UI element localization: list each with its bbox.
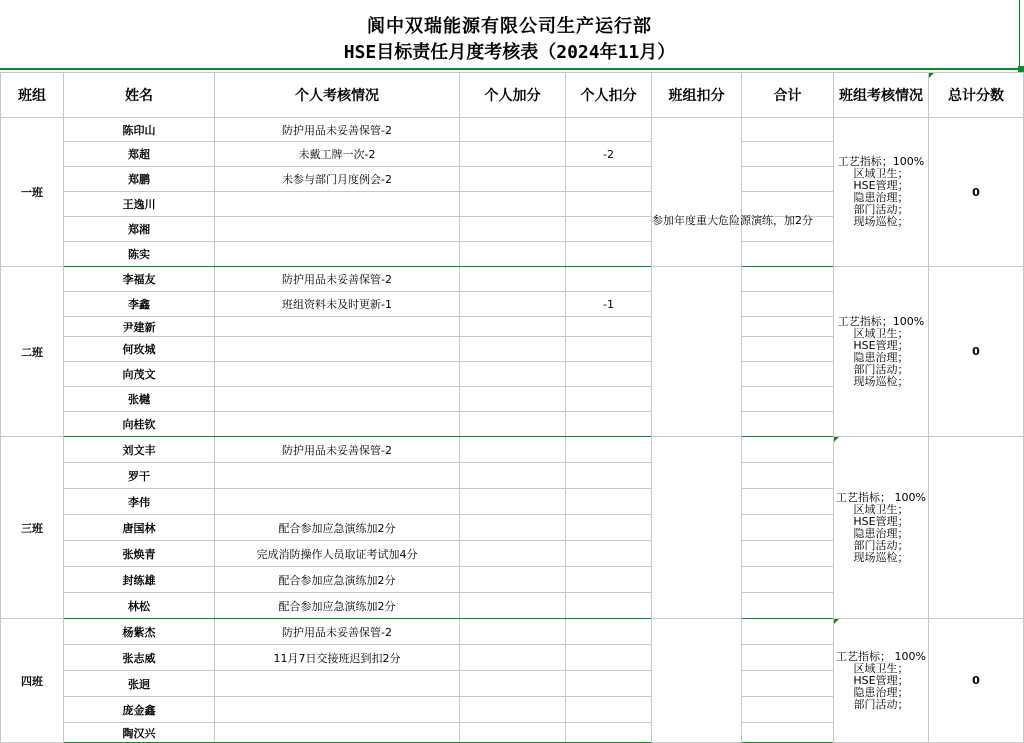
sum-cell[interactable] (742, 593, 834, 619)
personal-add-cell[interactable] (460, 541, 566, 567)
member-name-cell[interactable]: 封练雄 (64, 567, 215, 593)
assessment-line: 隐患治理； (853, 191, 909, 204)
member-name-cell[interactable]: 郑超 (64, 142, 215, 167)
member-name-cell[interactable]: 何玫城 (64, 337, 215, 362)
member-name-cell[interactable]: 罗干 (64, 463, 215, 489)
member-name-cell[interactable]: 李鑫 (64, 292, 215, 317)
sum-cell[interactable] (742, 192, 834, 217)
personal-add-cell[interactable] (460, 515, 566, 541)
sum-cell[interactable] (742, 619, 834, 645)
personal-deduct-cell[interactable] (566, 619, 652, 645)
col-header-team-deduct[interactable]: 班组扣分 (652, 73, 742, 118)
personal-note-cell[interactable] (215, 489, 460, 515)
member-name-cell[interactable]: 庞金鑫 (64, 697, 215, 723)
sum-cell[interactable] (742, 437, 834, 463)
personal-add-cell[interactable] (460, 337, 566, 362)
personal-add-cell[interactable] (460, 242, 566, 267)
col-header-total[interactable]: 总计分数 (929, 73, 1024, 118)
sum-cell[interactable] (742, 697, 834, 723)
personal-note-cell[interactable]: 配合参加应急演练加2分 (215, 567, 460, 593)
personal-deduct-cell[interactable] (566, 362, 652, 387)
member-name-cell[interactable]: 王逸川 (64, 192, 215, 217)
table-row (1, 619, 1024, 645)
member-name-cell[interactable]: 杨紫杰 (64, 619, 215, 645)
personal-add-cell[interactable] (460, 697, 566, 723)
sum-cell[interactable] (742, 567, 834, 593)
member-name-cell[interactable]: 郑湘 (64, 217, 215, 242)
assessment-line: 区域卫生； (853, 661, 909, 675)
personal-add-cell[interactable] (460, 619, 566, 645)
personal-deduct-cell[interactable] (566, 337, 652, 362)
col-header-personal-deduct[interactable]: 个人扣分 (566, 73, 652, 118)
personal-note-cell[interactable]: 防护用品未妥善保管-2 (215, 619, 460, 645)
personal-note-cell[interactable] (215, 463, 460, 489)
sum-cell[interactable] (742, 387, 834, 412)
personal-note-cell[interactable] (215, 697, 460, 723)
sum-cell[interactable] (742, 337, 834, 362)
assessment-line: 部门活动； (853, 203, 909, 216)
assessment-line: 现场巡检； (853, 215, 909, 228)
personal-note-cell[interactable]: 完成消防操作人员取证考试加4分 (215, 541, 460, 567)
personal-add-cell[interactable] (460, 671, 566, 697)
team-deduct-note (652, 653, 741, 709)
assessment-line: HSE管理； (853, 673, 909, 687)
assessment-line: 现场巡检； (853, 550, 909, 564)
member-name-cell[interactable]: 张迥 (64, 671, 215, 697)
col-header-name[interactable]: 姓名 (64, 73, 215, 118)
team-deduct-cell[interactable] (652, 267, 742, 437)
assessment-line: 隐患治理； (853, 526, 909, 540)
personal-deduct-cell[interactable] (566, 515, 652, 541)
assessment-line: HSE管理； (853, 338, 909, 352)
title-form: HSE目标责任月度考核表（2024年11月） (343, 42, 676, 63)
personal-deduct-cell[interactable] (566, 463, 652, 489)
personal-add-cell[interactable] (460, 267, 566, 292)
personal-note-cell[interactable] (215, 387, 460, 412)
personal-deduct-cell[interactable] (566, 723, 652, 743)
member-name-cell[interactable]: 尹建新 (64, 317, 215, 337)
personal-add-cell[interactable] (460, 292, 566, 317)
assessment-line: 区域卫生； (853, 502, 909, 516)
sum-cell[interactable] (742, 362, 834, 387)
personal-add-cell[interactable] (460, 567, 566, 593)
personal-note-cell[interactable] (215, 217, 460, 242)
personal-note-cell[interactable]: 防护用品未妥善保管-2 (215, 267, 460, 292)
sum-cell[interactable] (742, 242, 834, 267)
member-name-cell[interactable]: 陈实 (64, 242, 215, 267)
personal-deduct-cell[interactable]: -1 (566, 292, 652, 317)
personal-add-cell[interactable] (460, 463, 566, 489)
personal-note-cell[interactable] (215, 671, 460, 697)
col-header-team[interactable]: 班组 (1, 73, 64, 118)
assessment-line: 隐患治理； (853, 685, 909, 699)
personal-deduct-cell[interactable] (566, 192, 652, 217)
personal-note-cell[interactable] (215, 723, 460, 743)
personal-deduct-cell[interactable] (566, 671, 652, 697)
member-name-cell[interactable]: 李福友 (64, 267, 215, 292)
sum-cell[interactable] (742, 317, 834, 337)
personal-deduct-cell[interactable] (566, 437, 652, 463)
col-header-personal-add[interactable]: 个人加分 (460, 73, 566, 118)
personal-note-cell[interactable] (215, 242, 460, 267)
personal-add-cell[interactable] (460, 217, 566, 242)
assessment-line: 工艺指标；100% (837, 155, 925, 168)
member-name-cell[interactable]: 刘文丰 (64, 437, 215, 463)
personal-note-cell[interactable] (215, 362, 460, 387)
personal-deduct-cell[interactable] (566, 118, 652, 142)
personal-add-cell[interactable] (460, 723, 566, 743)
member-name-cell[interactable]: 张志威 (64, 645, 215, 671)
team-deduct-note (652, 324, 741, 380)
assessment-line: 现场巡检； (853, 374, 909, 388)
personal-add-cell[interactable] (460, 167, 566, 192)
personal-deduct-cell[interactable] (566, 167, 652, 192)
total-score-cell[interactable]: 0 (929, 267, 1024, 437)
sum-cell[interactable] (742, 541, 834, 567)
assessment-line: 工艺指标； 100% (836, 649, 926, 663)
sum-cell[interactable] (742, 671, 834, 697)
member-name-cell[interactable]: 郑鹏 (64, 167, 215, 192)
team-deduct-cell[interactable] (652, 118, 813, 267)
team-cell[interactable]: 二班 (1, 267, 64, 437)
personal-note-cell[interactable] (215, 412, 460, 437)
assessment-line: 工艺指标；100% (837, 314, 925, 328)
personal-deduct-cell[interactable] (566, 489, 652, 515)
personal-deduct-cell[interactable] (566, 593, 652, 619)
personal-note-cell[interactable] (215, 192, 460, 217)
member-name-cell[interactable]: 张焕青 (64, 541, 215, 567)
total-score-cell[interactable]: 0 (929, 118, 1024, 267)
personal-note-cell[interactable]: 防护用品未妥善保管-2 (215, 437, 460, 463)
sum-cell[interactable] (742, 723, 834, 743)
team-deduct-note (652, 500, 741, 556)
assessment-line: 部门活动； (853, 538, 909, 552)
sum-cell[interactable] (742, 645, 834, 671)
personal-deduct-cell[interactable] (566, 412, 652, 437)
personal-deduct-cell[interactable] (566, 242, 652, 267)
sum-cell[interactable] (742, 489, 834, 515)
member-name-cell[interactable]: 陶汉兴 (64, 723, 215, 743)
sum-cell[interactable] (742, 267, 834, 292)
member-name-cell[interactable]: 唐国林 (64, 515, 215, 541)
team-assessment-cell[interactable] (834, 118, 929, 267)
personal-add-cell[interactable] (460, 645, 566, 671)
col-header-sum[interactable]: 合计 (742, 73, 834, 118)
team-cell[interactable]: 三班 (1, 437, 64, 619)
personal-deduct-cell[interactable] (566, 317, 652, 337)
personal-note-cell[interactable]: 防护用品未妥善保管-2 (215, 118, 460, 142)
personal-deduct-cell[interactable] (566, 541, 652, 567)
team-deduct-note: 参加年度重大危险源演练，加2分 (652, 213, 813, 227)
personal-note-cell[interactable]: 11月7日交接班迟到扣2分 (215, 645, 460, 671)
member-name-cell[interactable]: 向桂钦 (64, 412, 215, 437)
personal-note-cell[interactable] (215, 337, 460, 362)
sheet-title (0, 0, 1020, 70)
personal-note-cell[interactable]: 配合参加应急演练加2分 (215, 593, 460, 619)
member-name-cell[interactable]: 李伟 (64, 489, 215, 515)
team-deduct-cell[interactable] (652, 437, 742, 619)
personal-deduct-cell[interactable]: -2 (566, 142, 652, 167)
assessment-line: 区域卫生； (853, 326, 909, 340)
sum-cell[interactable] (742, 142, 834, 167)
personal-add-cell[interactable] (460, 118, 566, 142)
assessment-line: 区域卫生； (853, 167, 909, 180)
personal-add-cell[interactable] (460, 192, 566, 217)
personal-deduct-cell[interactable] (566, 645, 652, 671)
personal-deduct-cell[interactable] (566, 387, 652, 412)
total-score-cell[interactable] (929, 437, 1024, 619)
personal-add-cell[interactable] (460, 593, 566, 619)
team-deduct-cell[interactable] (652, 619, 742, 743)
sum-cell[interactable] (742, 292, 834, 317)
sum-cell[interactable] (742, 412, 834, 437)
team-cell[interactable]: 一班 (1, 118, 64, 267)
assessment-line: 部门活动； (853, 362, 909, 376)
total-score-cell[interactable]: 0 (929, 619, 1024, 743)
personal-add-cell[interactable] (460, 142, 566, 167)
assessment-table (0, 72, 1024, 743)
personal-note-cell[interactable]: 未参与部门月度例会-2 (215, 167, 460, 192)
assessment-line: HSE管理； (853, 179, 909, 192)
table-row (1, 437, 1024, 463)
assessment-line: 部门活动； (853, 697, 909, 711)
personal-add-cell[interactable] (460, 362, 566, 387)
member-name-cell[interactable]: 张樾 (64, 387, 215, 412)
personal-add-cell[interactable] (460, 387, 566, 412)
assessment-line: HSE管理； (853, 514, 909, 528)
personal-add-cell[interactable] (460, 489, 566, 515)
sum-cell[interactable] (742, 463, 834, 489)
team-assessment-cell[interactable] (834, 437, 929, 619)
team-assessment-cell[interactable] (834, 267, 929, 437)
personal-note-cell[interactable]: 未戴工牌一次-2 (215, 142, 460, 167)
title-company: 阆中双瑞能源有限公司生产运行部 (367, 16, 652, 37)
assessment-line: 隐患治理； (853, 350, 909, 364)
col-header-personal-note[interactable]: 个人考核情况 (215, 73, 460, 118)
personal-deduct-cell[interactable] (566, 217, 652, 242)
personal-deduct-cell[interactable] (566, 267, 652, 292)
table-row (1, 118, 1024, 142)
sum-cell[interactable] (742, 515, 834, 541)
assessment-line: 工艺指标； 100% (836, 490, 926, 504)
personal-note-cell[interactable] (215, 317, 460, 337)
table-row (1, 267, 1024, 292)
team-assessment-cell[interactable] (834, 619, 929, 743)
personal-deduct-cell[interactable] (566, 697, 652, 723)
header-row (1, 73, 1024, 118)
sum-cell[interactable] (742, 118, 834, 142)
col-header-team-assessment[interactable]: 班组考核情况 (834, 73, 929, 118)
member-name-cell[interactable]: 林松 (64, 593, 215, 619)
personal-note-cell[interactable]: 配合参加应急演练加2分 (215, 515, 460, 541)
personal-add-cell[interactable] (460, 437, 566, 463)
personal-add-cell[interactable] (460, 412, 566, 437)
team-cell[interactable]: 四班 (1, 619, 64, 743)
member-name-cell[interactable]: 陈印山 (64, 118, 215, 142)
sum-cell[interactable] (742, 167, 834, 192)
personal-note-cell[interactable]: 班组资料未及时更新-1 (215, 292, 460, 317)
member-name-cell[interactable]: 向茂文 (64, 362, 215, 387)
personal-deduct-cell[interactable] (566, 567, 652, 593)
personal-add-cell[interactable] (460, 317, 566, 337)
